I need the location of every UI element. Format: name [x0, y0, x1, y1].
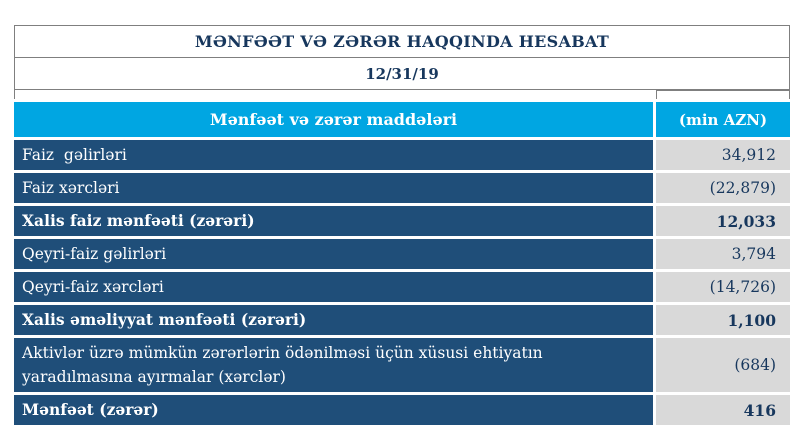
table-row: [14, 206, 790, 236]
row-value: 3,794: [656, 239, 790, 269]
row-label: Qeyri-faiz gəlirləri: [14, 239, 653, 269]
table-row: [14, 338, 790, 392]
table-row: [14, 239, 790, 269]
table-row: [14, 173, 790, 203]
row-value: 416: [656, 395, 790, 425]
table-row: [14, 140, 790, 170]
table-row: [14, 305, 790, 335]
row-value: (14,726): [656, 272, 790, 302]
row-value: 1,100: [656, 305, 790, 335]
row-label: Xalis əməliyyat mənfəəti (zərəri): [14, 305, 653, 335]
row-label: Faiz gəlirləri: [14, 140, 653, 170]
report-title: MƏNFƏƏT VƏ ZƏRƏR HAQQINDA HESABAT: [14, 25, 790, 58]
row-value: (684): [656, 338, 790, 392]
report-date: 12/31/19: [14, 58, 790, 90]
table-body: [14, 140, 790, 425]
column-header-unit: (min AZN): [656, 102, 790, 137]
spacer-strip: [14, 90, 790, 99]
column-header-items: Mənfəət və zərər maddələri: [14, 102, 653, 137]
table-header-row: [14, 102, 790, 137]
row-value: 34,912: [656, 140, 790, 170]
row-label: Qeyri-faiz xərcləri: [14, 272, 653, 302]
row-value: 12,033: [656, 206, 790, 236]
table-row: [14, 395, 790, 425]
spacer-left: [14, 90, 654, 99]
table-row: [14, 272, 790, 302]
row-label: Faiz xərcləri: [14, 173, 653, 203]
spacer-right: [656, 90, 790, 99]
row-value: (22,879): [656, 173, 790, 203]
row-label: Xalis faiz mənfəəti (zərəri): [14, 206, 653, 236]
row-label: Aktivlər üzrə mümkün zərərlərin ödənilməsi üçün xüsusi ehtiyatın yaradılmasına ayırmalar (xərclər): [14, 338, 653, 392]
profit-loss-statement: [14, 25, 790, 425]
row-label: Mənfəət (zərər): [14, 395, 653, 425]
